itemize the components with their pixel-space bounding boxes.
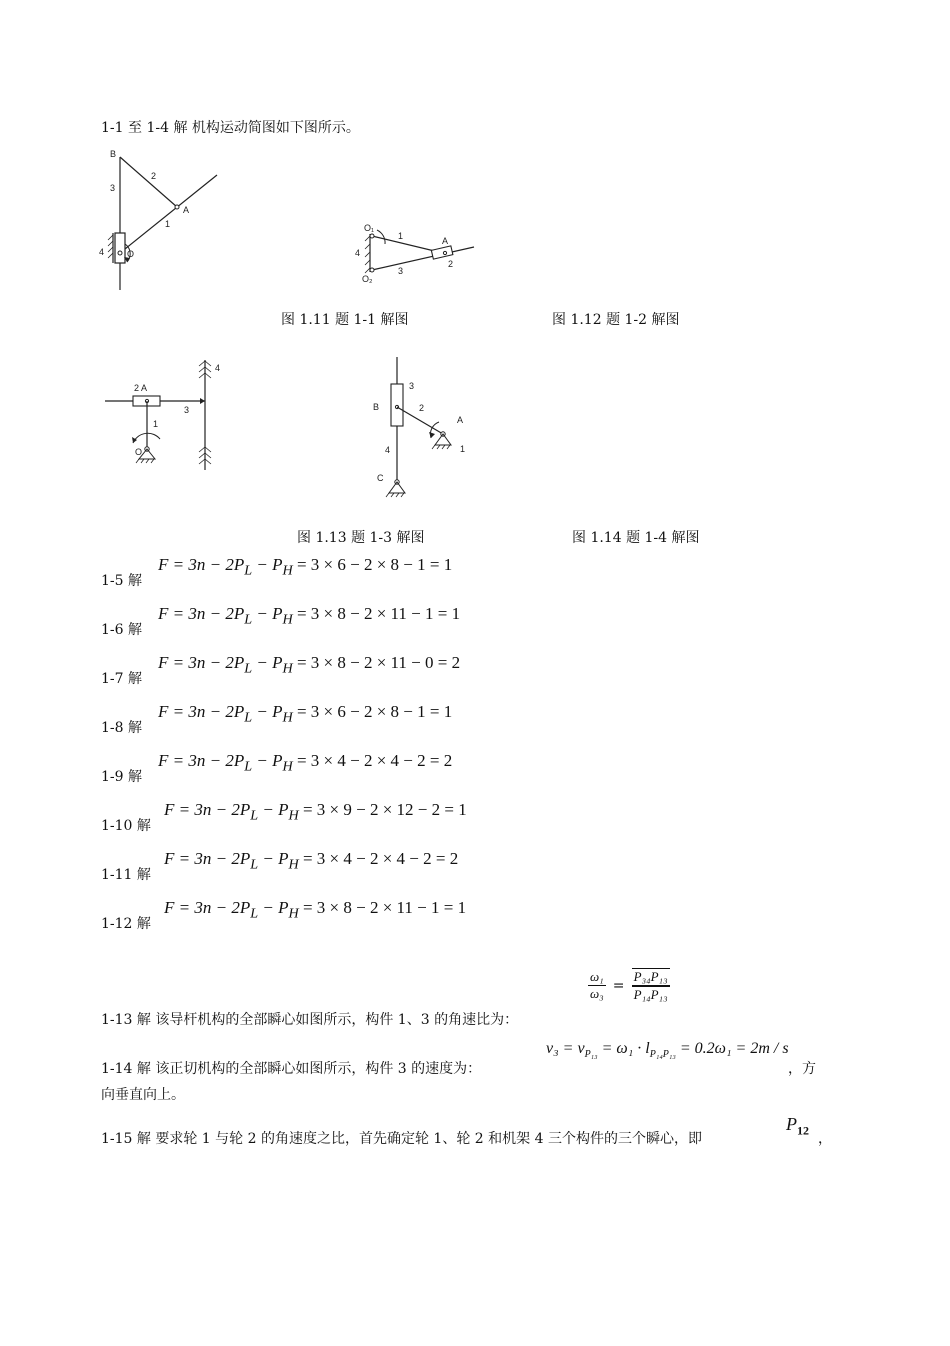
label-2: 2 [448, 259, 454, 269]
label-A: A [457, 415, 464, 425]
caption-1-12: 图 1.12 题 1-2 解图 [552, 312, 680, 328]
problem-1-15-tail: ， [818, 1131, 832, 1147]
solution-label: 1-10 解 [101, 818, 151, 834]
mechanism-diagram-1-13 [100, 355, 235, 475]
problem-1-14-text: 1-14 解 该正切机构的全部瞬心如图所示，构件 3 的速度为： [101, 1061, 482, 1077]
label-3: 3 [398, 266, 404, 276]
mechanism-diagram-1-11 [95, 145, 230, 300]
problem-1-14-tail: ，方 [788, 1061, 816, 1077]
label-2: 2 [419, 403, 425, 413]
mechanism-diagram-1-14 [365, 352, 475, 507]
label-O2: O₂ [362, 274, 373, 284]
fraction-instant-centers: $\frac{\text{P₃₄P₁₃}}{\text{P₁₄P₁₃}}$ [633, 969, 668, 1002]
solution-equation: $F = 3n - 2P_L - P_H = 3 \times 4 - 2 \times 4 - 2 = 2$ [158, 751, 453, 775]
problem-1-15-text: 1-15 解 要求轮 1 与轮 2 的角速度之比，首先确定轮 1、轮 2 和机架 4 三个构件的三个瞬心，即 [101, 1131, 702, 1147]
label-1: 1 [398, 231, 404, 241]
label-B: B [110, 149, 117, 159]
label-3: 3 [184, 405, 190, 415]
label-A: A [183, 205, 190, 215]
solution-equation: $F = 3n - 2P_L - P_H = 3 \times 6 - 2 \times 8 - 1 = 1$ [158, 555, 453, 579]
solution-label: 1-6 解 [101, 622, 142, 638]
label-4: 4 [215, 363, 221, 373]
problem-1-13-text: 1-13 解 该导杆机构的全部瞬心如图所示，构件 1、3 的角速比为： [101, 1012, 519, 1028]
solution-equation: $F = 3n - 2P_L - P_H = 3 \times 8 - 2 \times 11 - 1 = 1$ [164, 898, 467, 922]
intro-text: 1-1 至 1-4 解 机构运动简图如下图所示。 [101, 120, 360, 136]
caption-1-11: 图 1.11 题 1-1 解图 [281, 312, 409, 328]
label-1: 1 [165, 219, 171, 229]
problem-1-15-symbol: $P_{12}$ [786, 1114, 809, 1138]
problem-1-13-formula: $\frac{\text{ω₁}}{\text{ω₃}}$ = $\frac{\text{P₃₄P₁₃}}{\text{P₁₄P₁₃}}$ [590, 969, 668, 1002]
solution-label: 1-9 解 [101, 769, 142, 785]
label-3: 3 [110, 183, 116, 193]
label-B: B [373, 402, 380, 412]
label-4: 4 [355, 248, 361, 258]
figure-1-13 [100, 355, 235, 475]
solution-equation: $F = 3n - 2P_L - P_H = 3 \times 8 - 2 \times 11 - 1 = 1$ [158, 604, 461, 628]
figure-1-14 [365, 352, 475, 507]
fraction-omega: $\frac{\text{ω₁}}{\text{ω₃}}$ [590, 969, 604, 1001]
solution-equation: $F = 3n - 2P_L - P_H = 3 \times 4 - 2 \times 4 - 2 = 2$ [164, 849, 459, 873]
label-1: 1 [460, 444, 466, 454]
label-C: C [377, 473, 384, 483]
problem-1-14-formula: $v_3 = v_{P_{13}} = \omega_1 \cdot l_{P_{14}P_{13}} = 0.2\omega_1 = 2m / s$ [546, 1040, 789, 1061]
figure-1-11 [95, 145, 230, 300]
solution-equation: $F = 3n - 2P_L - P_H = 3 \times 6 - 2 \times 8 - 1 = 1$ [158, 702, 453, 726]
caption-1-13: 图 1.13 题 1-3 解图 [297, 530, 425, 546]
label-O: O [135, 447, 143, 457]
figure-1-12 [352, 222, 482, 287]
label-4: 4 [99, 247, 105, 257]
mechanism-diagram-1-12 [352, 222, 482, 287]
caption-1-14: 图 1.14 题 1-4 解图 [572, 530, 700, 546]
label-4: 4 [385, 445, 391, 455]
solution-label: 1-12 解 [101, 916, 151, 932]
label-O1: O₁ [364, 223, 375, 233]
solution-equation: $F = 3n - 2P_L - P_H = 3 \times 9 - 2 \times 12 - 2 = 1$ [164, 800, 467, 824]
label-A: A [442, 236, 449, 246]
label-3: 3 [409, 381, 415, 391]
problem-1-14-line2: 向垂直向上。 [101, 1087, 185, 1103]
label-O: O [127, 249, 135, 259]
solution-label: 1-8 解 [101, 720, 142, 736]
solution-equation: $F = 3n - 2P_L - P_H = 3 \times 8 - 2 \times 11 - 0 = 2$ [158, 653, 461, 677]
label-2: 2 [151, 171, 157, 181]
label-1: 1 [153, 419, 159, 429]
solution-label: 1-5 解 [101, 573, 142, 589]
solution-label: 1-7 解 [101, 671, 142, 687]
label-2A: 2 A [134, 383, 148, 393]
solution-label: 1-11 解 [101, 867, 151, 883]
